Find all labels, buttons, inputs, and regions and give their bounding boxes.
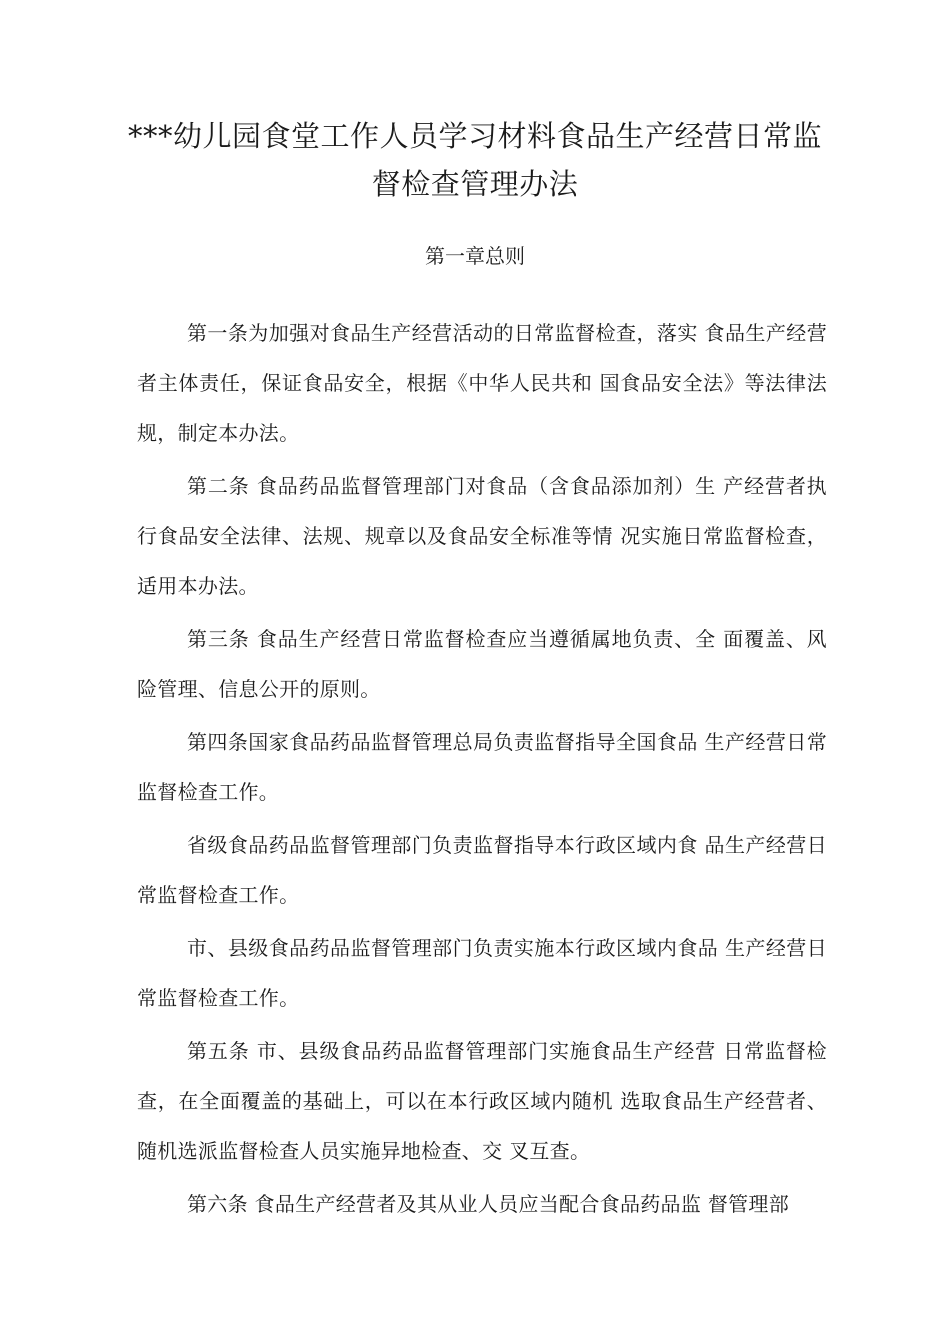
paragraph-provincial: 省级食品药品监督管理部门负责监督指导本行政区域内食 品生产经营日常监督检查工作。 (137, 833, 827, 907)
document-title: ***幼儿园食堂工作人员学习材料食品生产经营日常监督检查管理办法 (127, 119, 822, 201)
paragraph-article-6: 第六条 食品生产经营者及其从业人员应当配合食品药品监 督管理部 (187, 1192, 790, 1216)
document-body (137, 308, 827, 1232)
paragraph-municipal: 市、县级食品药品监督管理部门负责实施本行政区域内食品 生产经营日常监督检查工作。 (137, 936, 827, 1010)
chapter-heading: 第一章总则 (425, 244, 525, 268)
paragraph-article-5: 第五条 市、县级食品药品监督管理部门实施食品生产经营 日常监督检查，在全面覆盖的基础上，可以在本行政区域内随机 选取食品生产经营者、随机选派监督检查人员实施异地检查、交 叉互查。 (137, 1039, 827, 1163)
paragraph-article-1: 第一条为加强对食品生产经营活动的日常监督检查，落实 食品生产经营者主体责任，保证食品安全，根据《中华人民共和 国食品安全法》等法律法规，制定本办法。 (137, 321, 827, 445)
paragraph-article-4: 第四条国家食品药品监督管理总局负责监督指导全国食品 生产经营日常监督检查工作。 (137, 730, 827, 804)
paragraph-article-3: 第三条 食品生产经营日常监督检查应当遵循属地负责、全 面覆盖、风险管理、信息公开的原则。 (137, 627, 827, 701)
paragraph-article-2: 第二条 食品药品监督管理部门对食品（含食品添加剂）生 产经营者执行食品安全法律、法规、规章以及食品安全标准等情 况实施日常监督检查，适用本办法。 (137, 474, 827, 598)
